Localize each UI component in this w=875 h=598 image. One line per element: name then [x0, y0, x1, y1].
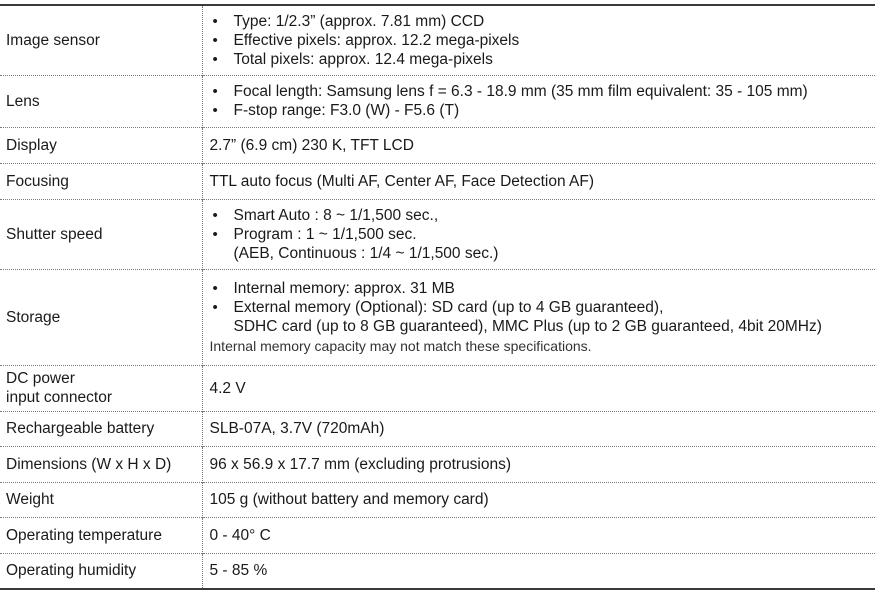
bullet-icon: •: [212, 102, 218, 119]
bullet-icon: •: [212, 83, 218, 100]
spec-value: [202, 411, 875, 446]
spec-bullet-text: Focal length: Samsung lens f = 6.3 - 18.9 mm (35 mm film equivalent: 35 - 105 mm): [233, 83, 808, 100]
spec-label: [0, 482, 202, 517]
spec-label-text: DC power input connector: [6, 370, 112, 406]
spec-label-text: Weight: [6, 491, 54, 508]
spec-row-weight: [0, 482, 875, 517]
spec-label: [0, 5, 202, 75]
spec-value: [202, 199, 875, 269]
spec-label: [0, 365, 202, 411]
specifications-table: [0, 4, 875, 590]
spec-bullet-text: Total pixels: approx. 12.4 mega-pixels: [233, 50, 493, 68]
spec-value: [202, 269, 875, 365]
spec-value-text: 96 x 56.9 x 17.7 mm (excluding protrusions): [209, 455, 512, 473]
spec-bullet-text: Smart Auto : 8 ~ 1/1,500 sec.,: [233, 206, 439, 224]
spec-bullet-list: [210, 82, 875, 120]
spec-label-text: Shutter speed: [6, 225, 103, 243]
spec-bullet-list: [210, 279, 875, 336]
spec-bullet-item: [210, 101, 875, 120]
spec-value-text: 4.2 V: [209, 379, 246, 397]
spec-label: [0, 411, 202, 446]
bullet-icon: •: [212, 206, 218, 224]
spec-label: [0, 553, 202, 589]
spec-bullet-item: [210, 12, 875, 31]
spec-value: [202, 553, 875, 589]
bullet-icon: •: [212, 31, 218, 49]
spec-value-text: 5 - 85 %: [209, 562, 268, 580]
spec-label: [0, 269, 202, 365]
spec-value-text: 2.7” (6.9 cm) 230 K, TFT LCD: [209, 136, 414, 154]
spec-value: [202, 75, 875, 127]
spec-row-storage: [0, 269, 875, 365]
spec-label: [0, 517, 202, 553]
spec-row-humidity: [0, 553, 875, 589]
spec-bullet-text: Effective pixels: approx. 12.2 mega-pixels: [233, 31, 520, 49]
spec-label-text: Display: [6, 136, 57, 154]
spec-value-text: TTL auto focus (Multi AF, Center AF, Face Detection AF): [209, 172, 594, 190]
spec-label-text: Storage: [6, 308, 61, 326]
storage-note: Internal memory capacity may not match these specifications.: [209, 337, 592, 354]
spec-label: [0, 446, 202, 482]
spec-label-text: Image sensor: [6, 31, 100, 49]
spec-label: [0, 75, 202, 127]
spec-row-focusing: [0, 163, 875, 199]
spec-label-text: Rechargeable battery: [6, 420, 155, 437]
spec-bullet-item: [210, 206, 875, 225]
bullet-icon: •: [212, 279, 218, 297]
spec-value: [202, 5, 875, 75]
spec-bullet-text: External memory (Optional): SD card (up to 4 GB guaranteed), SDHC card (up to 8 GB guaranteed), MMC Plus (up to 2 GB guaranteed, 4bit 20MHz): [233, 298, 822, 335]
spec-bullet-item: [210, 50, 875, 69]
spec-bullet-item: [210, 298, 875, 336]
spec-bullet-item: [210, 279, 875, 298]
spec-row-temperature: [0, 517, 875, 553]
spec-label: [0, 127, 202, 163]
spec-bullet-text: Internal memory: approx. 31 MB: [233, 279, 455, 297]
spec-value-text: 105 g (without battery and memory card): [209, 491, 489, 508]
spec-row-dc-power: [0, 365, 875, 411]
spec-label-text: Lens: [6, 92, 40, 110]
spec-label: [0, 199, 202, 269]
bullet-icon: •: [212, 50, 218, 68]
spec-row-dimensions: [0, 446, 875, 482]
spec-value-text: SLB-07A, 3.7V (720mAh): [209, 420, 385, 437]
spec-row-display: [0, 127, 875, 163]
spec-bullet-item: [210, 82, 875, 101]
spec-bullet-text: Program : 1 ~ 1/1,500 sec. (AEB, Continuous : 1/4 ~ 1/1,500 sec.): [233, 225, 499, 262]
spec-bullet-item: [210, 31, 875, 50]
spec-bullet-list: [210, 12, 875, 69]
spec-value-text: 0 - 40° C: [209, 526, 271, 544]
spec-bullet-text: F-stop range: F3.0 (W) - F5.6 (T): [233, 102, 460, 119]
spec-value: [202, 446, 875, 482]
spec-label-text: Operating temperature: [6, 526, 162, 544]
bullet-icon: •: [212, 225, 218, 243]
spec-label: [0, 163, 202, 199]
spec-row-lens: [0, 75, 875, 127]
spec-label-text: Focusing: [6, 172, 69, 190]
spec-bullet-list: [210, 206, 875, 263]
bullet-icon: •: [212, 298, 218, 316]
spec-value: [202, 482, 875, 517]
spec-value: [202, 365, 875, 411]
spec-row-shutter-speed: [0, 199, 875, 269]
spec-bullet-text: Type: 1/2.3” (approx. 7.81 mm) CCD: [233, 12, 485, 30]
spec-label-text: Operating humidity: [6, 562, 137, 580]
spec-row-battery: [0, 411, 875, 446]
spec-label-text: Dimensions (W x H x D): [6, 455, 172, 473]
spec-row-image-sensor: [0, 5, 875, 75]
spec-bullet-item: [210, 225, 875, 263]
bullet-icon: •: [212, 12, 218, 30]
spec-value: [202, 127, 875, 163]
spec-value: [202, 163, 875, 199]
spec-value: [202, 517, 875, 553]
